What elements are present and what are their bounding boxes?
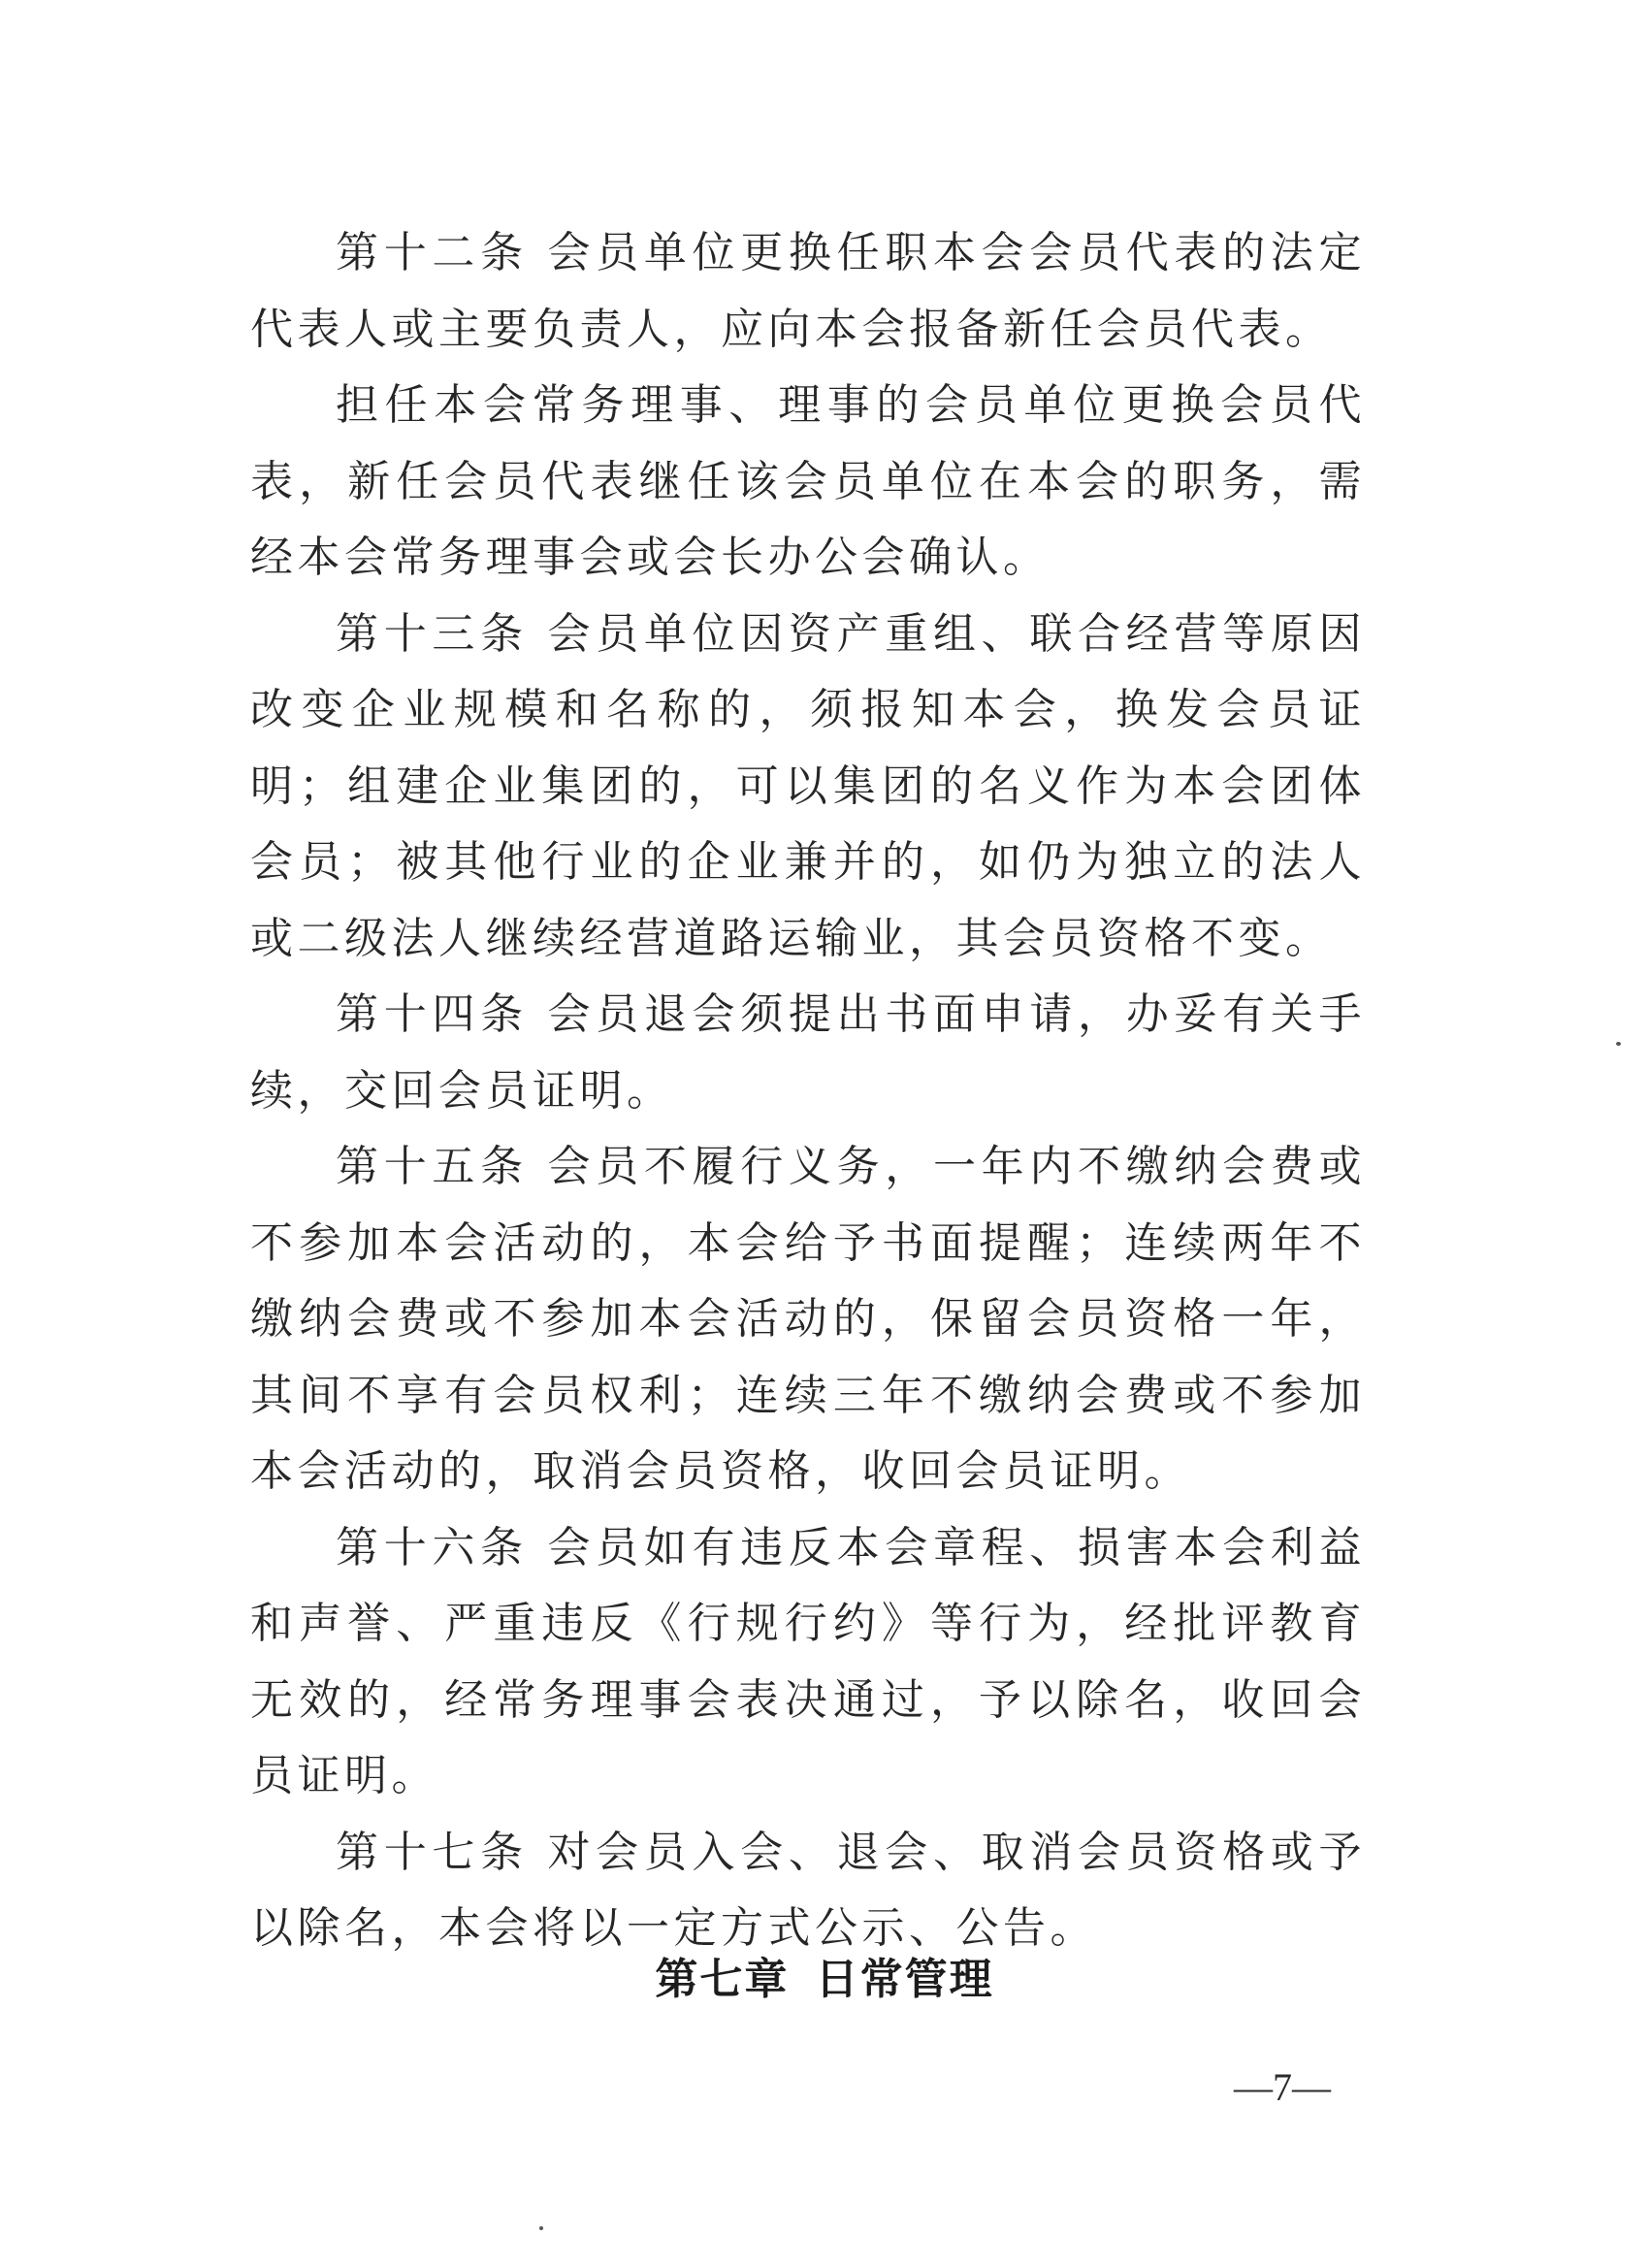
- paragraph-article-15: 第十五条 会员不履行义务，一年内不缴纳会费或不参加本会活动的，本会给予书面提醒；连续两年不缴纳会费或不参加本会活动的，保留会员资格一年，其间不享有会员权利；连续三年不缴纳会费或不参加本会活动的，取消会员资格，收回会员证明。: [250, 1142, 1366, 1496]
- body-text: [250, 215, 1366, 1967]
- paragraph-article-13: 第十三条 会员单位因资产重组、联合经营等原因改变企业规模和名称的，须报知本会，换发会员证明；组建企业集团的，可以集团的名义作为本会团体会员；被其他行业的企业兼并的，如仍为独立的法人或二级法人继续经营道路运输业，其会员资格不变。: [250, 608, 1366, 963]
- paragraph-article-14: 第十四条 会员退会须提出书面申请，办妥有关手续，交回会员证明。: [250, 989, 1366, 1116]
- page-number: —7—: [1234, 2065, 1331, 2109]
- scan-speck: [539, 2226, 543, 2230]
- paragraph-article-17: 第十七条 对会员入会、退会、取消会员资格或予以除名，本会将以一定方式公示、公告。: [250, 1827, 1366, 1953]
- paragraph-article-16: 第十六条 会员如有违反本会章程、损害本会利益和声誉、严重违反《行规行约》等行为，经批评教育无效的，经常务理事会表决通过，予以除名，收回会员证明。: [250, 1522, 1366, 1800]
- scan-speck: [1616, 1042, 1621, 1046]
- paragraph-article-12-continued: 担任本会常务理事、理事的会员单位更换会员代表，新任会员代表继任该会员单位在本会的职务，需经本会常务理事会或会长办公会确认。: [250, 380, 1366, 582]
- chapter-heading: 第七章 日常管理: [655, 1955, 994, 2004]
- paragraph-article-12: 第十二条 会员单位更换任职本会会员代表的法定代表人或主要负责人，应向本会报备新任会员代表。: [250, 228, 1366, 354]
